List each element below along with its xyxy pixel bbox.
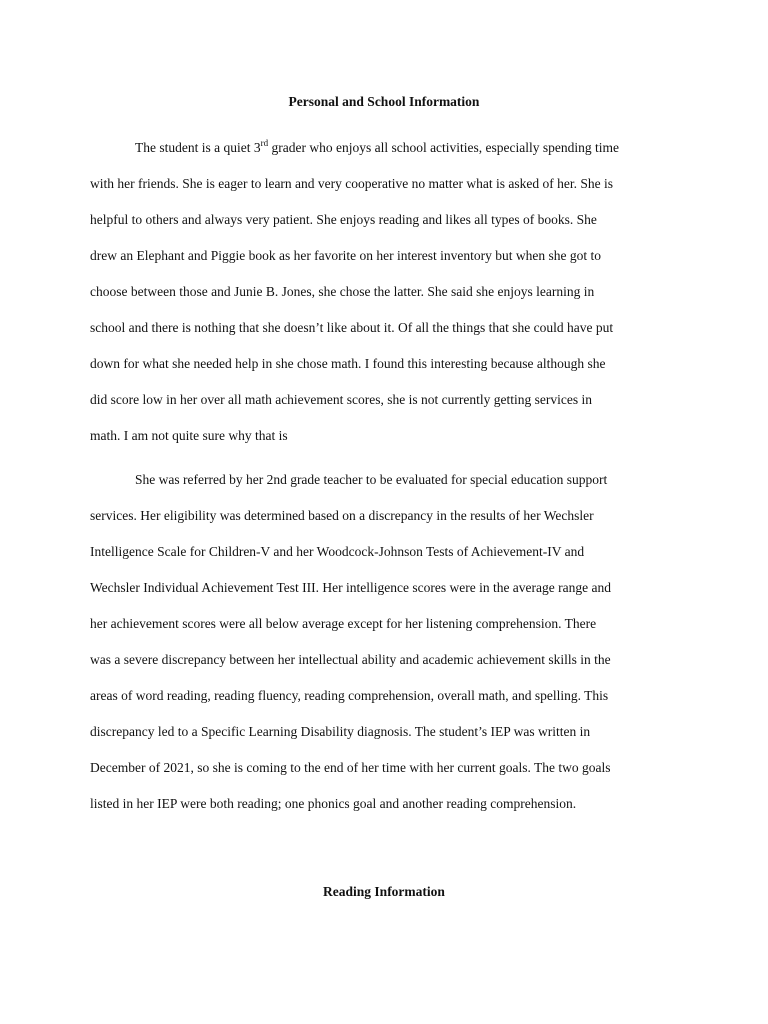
paragraph-line: her achievement scores were all below average except for her listening comprehension. There: [90, 616, 597, 631]
paragraph-line: December of 2021, so she is coming to the end of her time with her current goals. The two goals: [90, 760, 611, 775]
line-text: grader who enjoys all school activities, especially spending time: [268, 140, 620, 155]
paragraph-line: with her friends. She is eager to learn and very cooperative no matter what is asked of her. She is: [90, 176, 613, 191]
paragraph-line: down for what she needed help in she chose math. I found this interesting because although she: [90, 356, 606, 371]
paragraph-line: She was referred by her 2nd grade teacher to be evaluated for special education support: [135, 472, 608, 487]
section-heading-reading-info: Reading Information: [323, 884, 445, 899]
paragraph-line: areas of word reading, reading fluency, reading comprehension, overall math, and spelling. This: [90, 688, 609, 703]
paragraph-line: Wechsler Individual Achievement Test III. Her intelligence scores were in the average range and: [90, 580, 611, 595]
paragraph-line: drew an Elephant and Piggie book as her favorite on her interest inventory but when she got to: [90, 248, 601, 263]
paragraph-line: [90, 130, 682, 166]
paragraph-line: did score low in her over all math achievement scores, she is not currently getting services in: [90, 392, 592, 407]
paragraph-line: choose between those and Junie B. Jones, she chose the latter. She said she enjoys learning in: [90, 284, 595, 299]
paragraph-referral-info: [90, 462, 682, 822]
line-text: The student is a quiet 3: [135, 140, 261, 155]
paragraph-line: school and there is nothing that she doesn’t like about it. Of all the things that she could have put: [90, 320, 614, 335]
section-heading-personal-school: Personal and School Information: [288, 94, 480, 109]
paragraph-line: services. Her eligibility was determined based on a discrepancy in the results of her Wechsler: [90, 508, 594, 523]
paragraph-line: listed in her IEP were both reading; one phonics goal and another reading comprehension.: [90, 796, 577, 811]
paragraph-line: was a severe discrepancy between her intellectual ability and academic achievement skills in the: [90, 652, 611, 667]
paragraph-personal-info: [90, 130, 682, 454]
paragraph-line: math. I am not quite sure why that is: [90, 428, 288, 443]
paragraph-line: discrepancy led to a Specific Learning Disability diagnosis. The student’s IEP was written in: [90, 724, 591, 739]
paragraph-line: helpful to others and always very patient. She enjoys reading and likes all types of books. She: [90, 212, 597, 227]
paragraph-line: Intelligence Scale for Children-V and her Woodcock-Johnson Tests of Achievement-IV and: [90, 544, 585, 559]
ordinal-superscript: rd: [260, 138, 269, 148]
